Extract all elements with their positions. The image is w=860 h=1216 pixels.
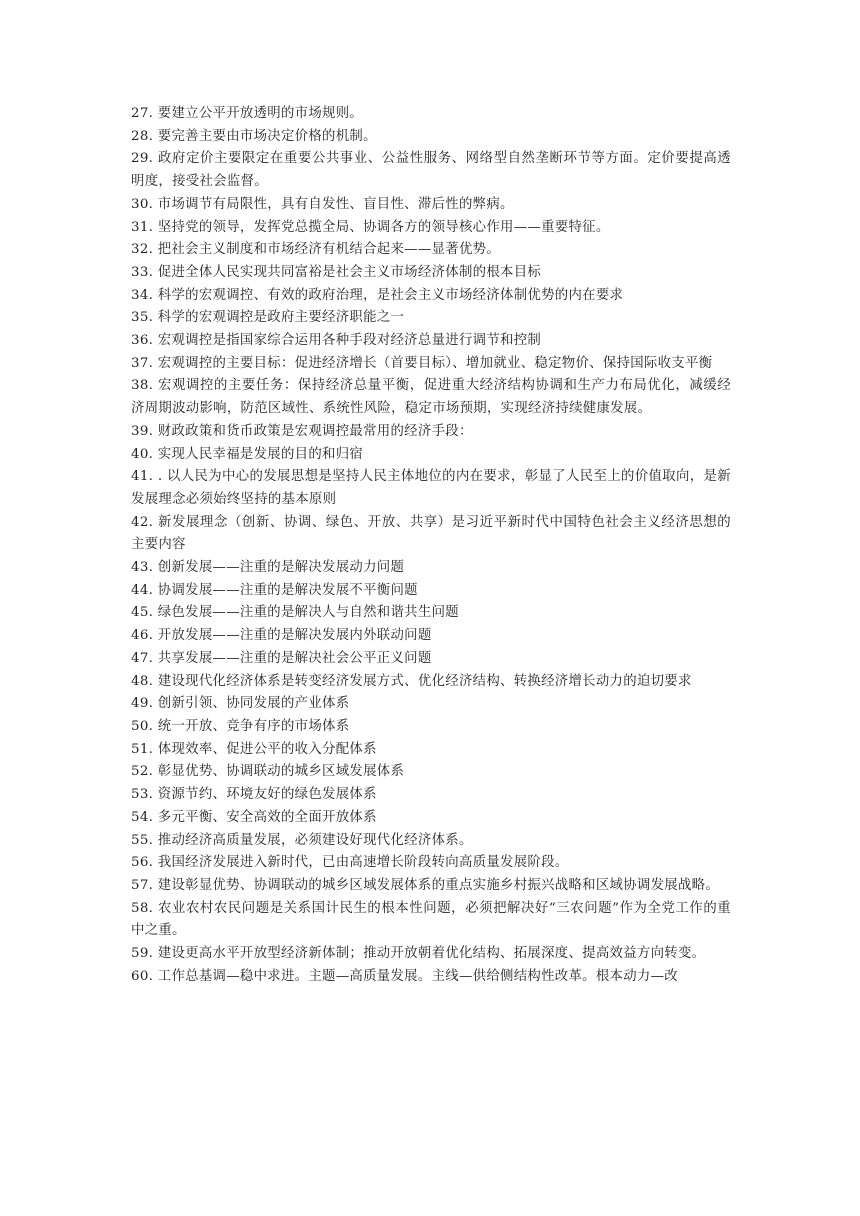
list-item: 46. 开放发展——注重的是解决发展内外联动问题 (131, 628, 432, 644)
document-content (131, 103, 731, 988)
list-item: 60. 工作总基调—稳中求进。主题—高质量发展。主线—供给侧结构性改革。根本动力—改 (131, 968, 678, 984)
list-item: 29. 政府定价主要限定在重要公共事业、公益性服务、网络型自然垄断环节等方面。定价要提高透明度，接受社会监督。 (131, 151, 731, 190)
list-item: 45. 绿色发展——注重的是解决人与自然和谐共生问题 (131, 605, 459, 621)
list-item: 55. 推动经济高质量发展，必须建设好现代化经济体系。 (131, 832, 473, 848)
list-item: 32. 把社会主义制度和市场经济有机结合起来——显著优势。 (131, 242, 501, 258)
list-item: 37. 宏观调控的主要目标：促进经济增长（首要目标）、增加就业、稳定物价、保持国际收支平衡 (131, 355, 713, 371)
list-item: 33. 促进全体人民实现共同富裕是社会主义市场经济体制的根本目标 (131, 264, 542, 280)
list-item: 54. 多元平衡、安全高效的全面开放体系 (131, 809, 377, 825)
list-item: 47. 共享发展——注重的是解决社会公平正义问题 (131, 650, 432, 666)
list-item: 51. 体现效率、促进公平的收入分配体系 (131, 741, 377, 757)
list-item: 56. 我国经济发展进入新时代，已由高速增长阶段转向高质量发展阶段。 (131, 855, 569, 871)
list-item: 27. 要建立公平开放透明的市场规则。 (131, 106, 364, 121)
list-item: 50. 统一开放、竞争有序的市场体系 (131, 718, 350, 734)
list-item: 53. 资源节约、环境友好的绿色发展体系 (131, 787, 377, 803)
list-item: 42. 新发展理念（创新、协调、绿色、开放、共享）是习近平新时代中国特色社会主义经济思想的主要内容 (131, 514, 731, 553)
list-item: 36. 宏观调控是指国家综合运用各种手段对经济总量进行调节和控制 (131, 333, 542, 349)
list-item: 39. 财政政策和货币政策是宏观调控最常用的经济手段： (131, 423, 473, 439)
list-item: 49. 创新引领、协同发展的产业体系 (131, 696, 350, 712)
list-item: 44. 协调发展——注重的是解决发展不平衡问题 (131, 582, 418, 598)
list-item: 28. 要完善主要由市场决定价格的机制。 (131, 128, 377, 144)
list-item: 58. 农业农村农民问题是关系国计民生的根本性问题，必须把解决好“三农问题”作为全党工作的重中之重。 (131, 900, 731, 939)
list-item: 34. 科学的宏观调控、有效的政府治理，是社会主义市场经济体制优势的内在要求 (131, 287, 624, 303)
list-item: 31. 坚持党的领导，发挥党总揽全局、协调各方的领导核心作用——重要特征。 (131, 219, 610, 235)
list-item: 57. 建设彰显优势、协调联动的城乡区域发展体系的重点实施乡村振兴战略和区域协调发展战略。 (131, 877, 720, 893)
list-item: 30. 市场调节有局限性，具有自发性、盲目性、滞后性的弊病。 (131, 196, 514, 212)
list-item: 59. 建设更高水平开放型经济新体制；推动开放朝着优化结构、拓展深度、提高效益方向转变。 (131, 946, 706, 962)
list-item: 35. 科学的宏观调控是政府主要经济职能之一 (131, 310, 405, 326)
list-item: 38. 宏观调控的主要任务：保持经济总量平衡，促进重大经济结构协调和生产力布局优化，减缓经济周期波动影响，防范区域性、系统性风险，稳定市场预期，实现经济持续健康发展。 (131, 378, 731, 417)
list-item: 43. 创新发展——注重的是解决发展动力问题 (131, 560, 405, 576)
list-item: 48. 建设现代化经济体系是转变经济发展方式、优化经济结构、转换经济增长动力的迫切要求 (131, 673, 692, 689)
list-item: 40. 实现人民幸福是发展的目的和归宿 (131, 446, 364, 462)
list-item: 52. 彰显优势、协调联动的城乡区域发展体系 (131, 764, 405, 780)
list-item: 41. . 以人民为中心的发展思想是坚持人民主体地位的内在要求，彰显了人民至上的价值取向，是新发展理念必须始终坚持的基本原则 (131, 469, 731, 507)
